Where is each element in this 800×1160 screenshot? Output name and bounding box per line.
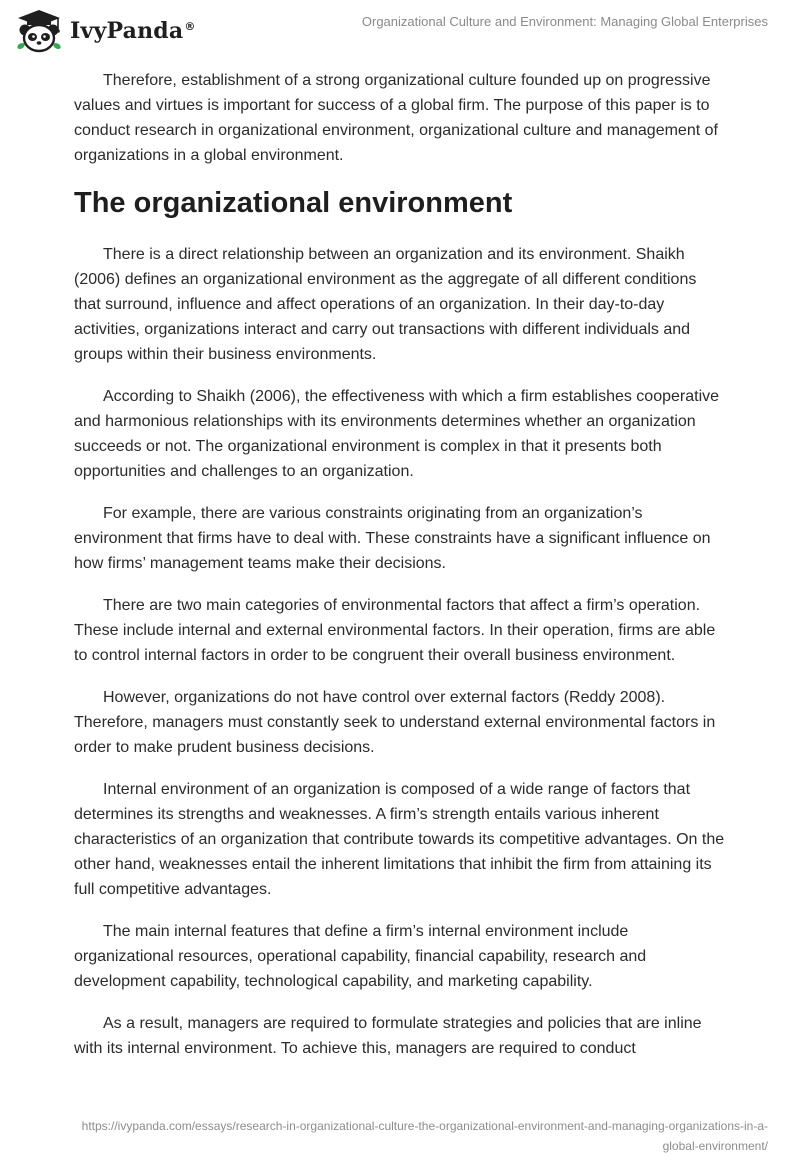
source-url-line-2[interactable]: global-environment/: [662, 1139, 768, 1153]
body-paragraph: There are two main categories of environmental factors that affect a firm’s operation. These include internal and external environmental factors. In their operation, firms are able to control internal factors in order to be congruent their overall business environment.: [74, 597, 716, 664]
logo-wordmark: [70, 18, 196, 44]
essay-content: [74, 68, 726, 1078]
panda-graduate-icon: [14, 8, 64, 54]
document-title: Organizational Culture and Environment: Managing Global Enterprises: [361, 14, 768, 29]
body-paragraph: However, organizations do not have control over external factors (Reddy 2008). Therefore, managers must constantly seek to understand external environmental factors in order to make prudent business decisions.: [74, 689, 716, 756]
body-paragraph: The main internal features that define a firm’s internal environment include organizational resources, operational capability, financial capability, research and development capability, technological capability, and marketing capability.: [74, 923, 647, 990]
body-paragraph: Internal environment of an organization is composed of a wide range of factors that determines its strengths and weaknesses. A firm’s strength entails various inherent characteristics of an organization that contribute towards its competitive advantages. On the other hand, weaknesses entail the inherent limitations that inhibit the firm from attaining its full competitive advantages.: [74, 781, 725, 898]
page-header: [0, 0, 800, 60]
intro-paragraph: Therefore, establishment of a strong organizational culture founded up on progressive values and virtues is important for success of a global firm. The purpose of this paper is to conduct research in organizational environment, organizational culture and management of organizations in a global environment.: [74, 72, 718, 164]
body-paragraph: As a result, managers are required to formulate strategies and policies that are inline with its internal environment. To achieve this, managers are required to conduct: [74, 1015, 702, 1057]
body-paragraph: There is a direct relationship between an organization and its environment. Shaikh (2006) defines an organizational environment as the aggregate of all different conditions that surround, influence and affect operations of an organization. In their day-to-day activities, organizations interact and carry out transactions with different individuals and groups within their business environments.: [74, 246, 697, 363]
logo-text: IvyPanda: [70, 18, 184, 44]
source-url-line-1[interactable]: https://ivypanda.com/essays/research-in-organizational-culture-the-organizational-environment-and-managing-organizations-in-a-: [81, 1119, 768, 1133]
ivypanda-logo[interactable]: [14, 8, 196, 54]
body-paragraph: According to Shaikh (2006), the effectiveness with which a firm establishes cooperative and harmonious relationships with its environments determines whether an organization succeeds or not. The organizational environment is complex in that it presents both opportunities and challenges to an organization.: [74, 388, 720, 480]
section-heading: The organizational environment: [74, 187, 513, 219]
body-paragraph: For example, there are various constraints originating from an organization’s environment that firms have to deal with. These constraints have a significant influence on how firms’ management teams make their decisions.: [74, 505, 711, 572]
page-footer: [40, 1116, 768, 1156]
registered-mark: ®: [184, 19, 196, 33]
